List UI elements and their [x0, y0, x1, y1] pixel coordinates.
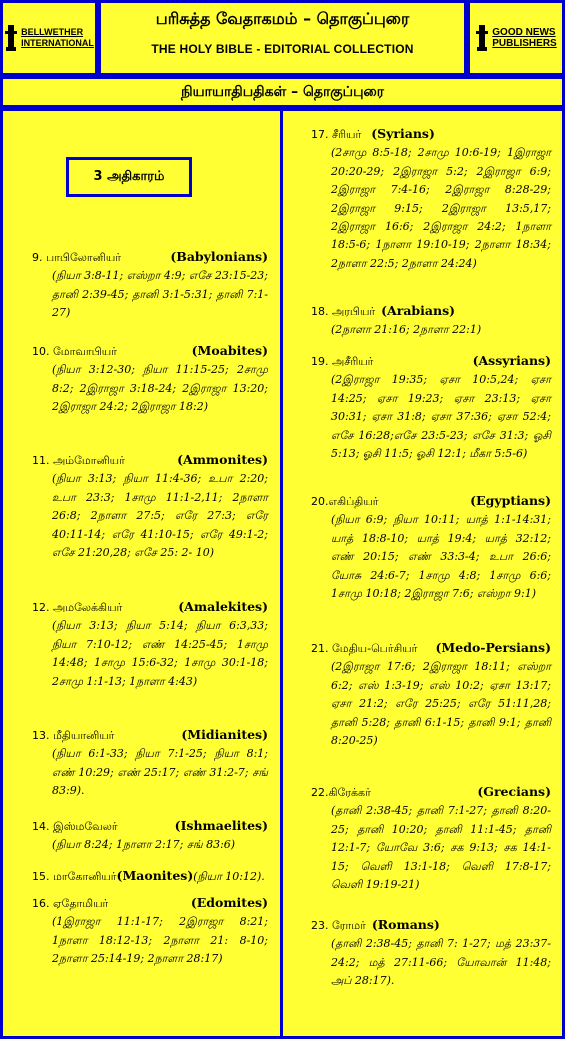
entry-english-name: (Ammonites)	[177, 452, 268, 467]
entry-tamil-name: பாபிலோனியர்	[46, 251, 121, 264]
entry-english-name: (Maonites)	[116, 868, 194, 883]
list-item	[311, 492, 551, 603]
entry-references: (நியா 6:9; நியா 10:11; யாத் 1:1-14:31; யாத் 18:8-10; யாத் 19:4; யாத் 32:12; எண் 20:15; எண் 33:3-4; உபா 26:6; யோசு 24:6-7; 1சாமு 4:8; 1சாமு 6:6; 1சாமு 10:18; 2இராஜா 7:6; எஸ்றா 9:1)	[331, 513, 551, 601]
entry-references: (2சாமு 8:5-18; 2சாமு 10:6-19; 1இராஜா 20:20-29; 2இராஜா 5:2; 2இராஜா 6:9; 2இராஜா 7:4-16; 2இராஜா 8:28-29; 2இராஜா 9:15; 2இராஜா 13:5,17; 2இராஜா 16:6; 2இராஜா 24:2; 1நாளா 18:5-6; 1நாளா 19:10-19; 2நாளா 18:34; 2நாளா 22:5; 2நாளா 24:24)	[331, 146, 551, 270]
entry-english-name: (Medo-Persians)	[435, 640, 551, 655]
entry-tamil-name: அசீரியர்	[332, 355, 374, 368]
entry-tamil-name: அம்மோனியர்	[53, 454, 125, 467]
entry-english-name: (Assyrians)	[472, 353, 551, 368]
list-item	[32, 451, 268, 562]
subheader-box	[0, 76, 565, 108]
bible-book-icon	[4, 23, 18, 53]
entry-references: (நியா 10:12).	[193, 870, 265, 883]
entry-english-name: (Syrians)	[371, 126, 435, 141]
entry-number: 19.	[311, 355, 329, 368]
entry-references: (தானி 2:38-45; தானி 7:1-27; தானி 8:20-25; தானி 10:20; தானி 11:1-45; தானி 12:1-7; யோவே 3:6; சக 9:13; சக 14:1-15; வெளி 13:1-18; வெளி 17:8-17; வெளி 19:19-21)	[331, 804, 551, 892]
entry-tamil-name: அமலேக்கியர்	[53, 601, 123, 614]
entry-english-name: (Amalekites)	[178, 599, 268, 614]
entry-english-name: (Babylonians)	[170, 249, 268, 264]
entry-tamil-name: இஸ்மவேலர்	[53, 820, 118, 833]
bible-book-icon	[475, 23, 489, 53]
list-item	[32, 726, 268, 801]
entry-tamil-name: ரோமர்	[332, 919, 366, 932]
list-item	[311, 783, 551, 894]
entry-tamil-name: எகிப்தியர்	[328, 495, 379, 508]
entry-number: 15.	[32, 870, 50, 883]
entry-references: (1இராஜா 11:1-17; 2இராஜா 8:21; 1நாளா 18:12-13; 2நாளா 21: 8-10; 2நாளா 25:14-19; 2நாளா 28:17)	[52, 915, 268, 966]
entry-references: (நியா 6:1-33; நியா 7:1-25; நியா 8:1; எண் 10:29; எண் 25:17; எண் 31:2-7; சங் 83:9).	[52, 747, 268, 798]
list-item	[32, 598, 268, 691]
entry-number: 18.	[311, 305, 329, 318]
entry-references: (நியா 3:8-11; எஸ்றா 4:9; எசே 23:15-23; தானி 2:39-45; தானி 3:1-5:31; தானி 7:1-27)	[52, 269, 268, 320]
logo-line-2: INTERNATIONAL	[21, 38, 94, 48]
title-box	[98, 0, 467, 76]
entry-english-name: (Moabites)	[191, 343, 268, 358]
entry-english-name: (Midianites)	[181, 727, 268, 742]
entry-english-name: (Edomites)	[190, 895, 268, 910]
entry-number: 20.	[311, 495, 329, 508]
entry-english-name: (Egyptians)	[470, 493, 551, 508]
list-item	[32, 894, 268, 969]
list-item	[32, 817, 268, 855]
entry-number: 13.	[32, 729, 50, 742]
entry-number: 23.	[311, 919, 329, 932]
entry-references: (நியா 8:24; 1நாளா 2:17; சங் 83:6)	[52, 838, 236, 852]
logo-line-2: PUBLISHERS	[492, 38, 557, 49]
logo-line-1: GOOD NEWS	[492, 27, 556, 38]
list-item	[311, 125, 551, 273]
entry-tamil-name: மாகோனியர்	[53, 870, 117, 883]
list-item	[311, 352, 551, 463]
entry-number: 16.	[32, 897, 50, 910]
entry-tamil-name: அரபியர்	[332, 305, 376, 318]
entry-references: (நியா 3:13; நியா 11:4-36; உபா 2:20; உபா 23:3; 1சாமு 11:1-2,11; 2நாளா 26:8; 2நாளா 27:5; எரே 27:3; எரே 40:11-14; எரே 41:10-15; எரே 49:1-2; எசே 21:20,28; எசே 25: 2- 10)	[52, 472, 268, 560]
entry-number: 14.	[32, 820, 50, 833]
page-title-english: THE HOLY BIBLE - EDITORIAL COLLECTION	[151, 42, 414, 56]
entry-number: 10.	[32, 345, 50, 358]
logo-line-1: BELLWETHER	[21, 27, 84, 37]
good-news-logo	[467, 0, 565, 76]
entry-tamil-name: மீதியானியர்	[53, 729, 115, 742]
bellwether-logo	[0, 0, 98, 76]
list-item	[32, 248, 268, 323]
entry-tamil-name: சீரியர்	[332, 128, 362, 141]
list-item	[311, 302, 551, 340]
list-item	[311, 916, 551, 991]
entry-english-name: (Romans)	[371, 917, 440, 932]
entry-number: 12.	[32, 601, 50, 614]
entry-number: 11.	[32, 454, 50, 467]
section-title: நியாயாதிபதிகள் – தொகுப்புரை	[181, 84, 384, 100]
entry-references: (தானி 2:38-45; தானி 7: 1-27; மத் 23:37-24:2; மத் 27:11-66; யோவான் 11:48; அப் 28:17).	[331, 937, 551, 988]
entry-tamil-name: ஏதோமியர்	[53, 897, 109, 910]
entry-english-name: (Ishmaelites)	[174, 818, 268, 833]
entry-english-name: (Grecians)	[477, 784, 551, 799]
chapter-label: 3 அதிகாரம்	[66, 157, 192, 197]
entry-number: 22.	[311, 786, 329, 799]
entry-references: (2இராஜா 17:6; 2இராஜா 18:11; எஸ்றா 6:2; எஸ் 1:3-19; எஸ் 10:2; ஏசா 13:17; ஏசா 21:2; எரே 25:25; எரே 51:11,28; தானி 5:28; தானி 6:1-15; தானி 9:1; தானி 8:20-25)	[331, 660, 551, 748]
entry-english-name: (Arabians)	[381, 303, 456, 318]
entry-tamil-name: மோவாபியர்	[53, 345, 117, 358]
entry-number: 21.	[311, 642, 329, 655]
entry-references: (நியா 3:13; நியா 5:14; நியா 6:3,33; நியா 7:10-12; எண் 14:25-45; 1சாமு 14:48; 1சாமு 15:6-32; 1சாமு 30:1-18; 2சாமு 1:1-13; 1நாளா 4:43)	[52, 619, 268, 688]
entry-number: 17.	[311, 128, 329, 141]
list-item	[311, 639, 551, 750]
entry-references: (2நாளா 21:16; 2நாளா 22:1)	[331, 323, 482, 337]
entry-references: (2இராஜா 19:35; ஏசா 10:5,24; ஏசா 14:25; ஏசா 19:23; ஏசா 23:13; ஏசா 30:31; ஏசா 31:8; ஏசா 37:36; ஏசா 52:4; எசே 16:28;எசே 23:5-23; எசே 31:3; ஓசி 5:13; ஓசி 11:5; ஓசி 12:1; மீகா 5:5-6)	[331, 373, 551, 461]
list-item	[32, 342, 268, 417]
entry-number: 9.	[32, 251, 43, 264]
entry-tamil-name: கிரேக்கர்	[328, 786, 371, 799]
list-item	[32, 867, 272, 886]
page-title-tamil: பரிசுத்த வேதாகமம் – தொகுப்புரை	[155, 9, 410, 28]
entry-tamil-name: மேதிய-பெர்சியர்	[332, 642, 418, 655]
entry-references: (நியா 3:12-30; நியா 11:15-25; 2சாமு 8:2; 2இராஜா 3:18-24; 2இராஜா 13:20; 2இராஜா 24:2; 2இராஜா 18:2)	[52, 363, 268, 414]
